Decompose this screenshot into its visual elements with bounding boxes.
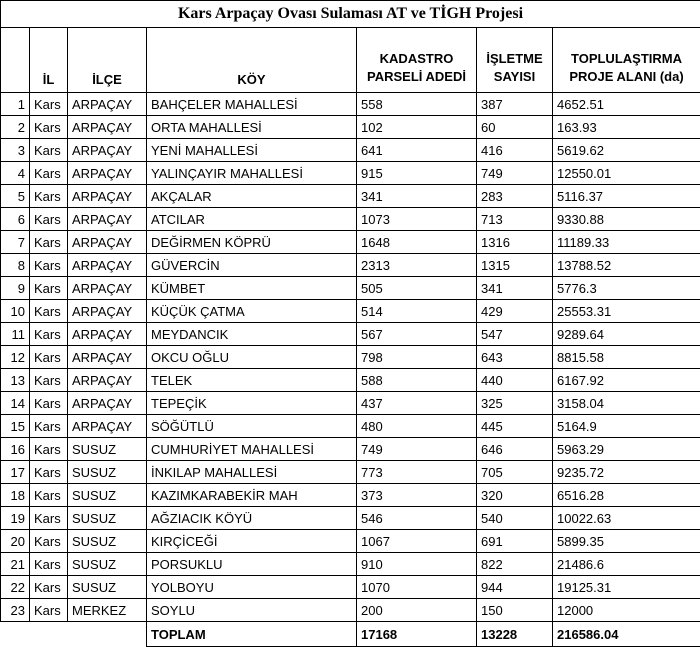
cell-no: 15 [1,415,30,438]
cell-no: 19 [1,507,30,530]
cell-no: 1 [1,93,30,116]
cell-ilce: SUSUZ [68,530,147,553]
header-koy: KÖY [147,28,357,93]
cell-koy: BAHÇELER MAHALLESİ [147,93,357,116]
cell-ilce: ARPAÇAY [68,392,147,415]
table-row [1,323,700,346]
cell-ilce: ARPAÇAY [68,185,147,208]
cell-kadastro: 102 [357,116,477,139]
cell-ilce: ARPAÇAY [68,346,147,369]
cell-alan: 10022.63 [553,507,700,530]
cell-koy: GÜVERCİN [147,254,357,277]
table-row [1,461,700,484]
cell-isletme: 1316 [477,231,553,254]
cell-alan: 21486.6 [553,553,700,576]
cell-no: 2 [1,116,30,139]
table-row [1,185,700,208]
cell-il: Kars [30,553,68,576]
cell-il: Kars [30,438,68,461]
cell-ilce: ARPAÇAY [68,323,147,346]
cell-isletme: 320 [477,484,553,507]
cell-kadastro: 480 [357,415,477,438]
cell-ilce: SUSUZ [68,576,147,599]
cell-kadastro: 514 [357,300,477,323]
cell-kadastro: 341 [357,185,477,208]
cell-no: 9 [1,277,30,300]
table-row [1,231,700,254]
table-row [1,93,700,116]
cell-isletme: 416 [477,139,553,162]
cell-il: Kars [30,346,68,369]
cell-alan: 5899.35 [553,530,700,553]
cell-ilce: SUSUZ [68,461,147,484]
cell-alan: 163.93 [553,116,700,139]
table-row [1,576,700,599]
table-row [1,553,700,576]
cell-koy: ORTA MAHALLESİ [147,116,357,139]
cell-il: Kars [30,576,68,599]
cell-ilce: SUSUZ [68,507,147,530]
cell-kadastro: 1648 [357,231,477,254]
cell-kadastro: 505 [357,277,477,300]
cell-koy: ATCILAR [147,208,357,231]
cell-ilce: ARPAÇAY [68,139,147,162]
cell-kadastro: 910 [357,553,477,576]
cell-il: Kars [30,599,68,622]
header-alan: TOPLULAŞTIRMA PROJE ALANI (da) [553,28,700,93]
cell-no: 21 [1,553,30,576]
cell-kadastro: 200 [357,599,477,622]
table-row [1,254,700,277]
cell-alan: 9289.64 [553,323,700,346]
total-blank [1,622,30,647]
cell-no: 10 [1,300,30,323]
cell-ilce: ARPAÇAY [68,116,147,139]
cell-kadastro: 2313 [357,254,477,277]
cell-isletme: 944 [477,576,553,599]
header-isletme: İŞLETME SAYISI [477,28,553,93]
cell-kadastro: 588 [357,369,477,392]
cell-no: 16 [1,438,30,461]
cell-il: Kars [30,208,68,231]
cell-il: Kars [30,162,68,185]
cell-il: Kars [30,139,68,162]
cell-isletme: 150 [477,599,553,622]
cell-alan: 12000 [553,599,700,622]
cell-ilce: SUSUZ [68,484,147,507]
table-row [1,438,700,461]
cell-no: 20 [1,530,30,553]
cell-il: Kars [30,507,68,530]
cell-ilce: ARPAÇAY [68,162,147,185]
cell-koy: YALINÇAYIR MAHALLESİ [147,162,357,185]
cell-kadastro: 567 [357,323,477,346]
cell-no: 17 [1,461,30,484]
cell-isletme: 341 [477,277,553,300]
cell-kadastro: 437 [357,392,477,415]
total-kadastro: 17168 [357,622,477,647]
cell-koy: TEPEÇİK [147,392,357,415]
cell-ilce: SUSUZ [68,438,147,461]
cell-ilce: SUSUZ [68,553,147,576]
table-row [1,415,700,438]
table-row [1,369,700,392]
table-row [1,116,700,139]
cell-alan: 12550.01 [553,162,700,185]
cell-ilce: ARPAÇAY [68,231,147,254]
cell-alan: 5963.29 [553,438,700,461]
total-label: TOPLAM [147,622,357,647]
cell-koy: OKCU OĞLU [147,346,357,369]
cell-isletme: 691 [477,530,553,553]
cell-koy: AĞZIACIK KÖYÜ [147,507,357,530]
table-row [1,392,700,415]
cell-isletme: 643 [477,346,553,369]
header-kadastro: KADASTRO PARSELİ ADEDİ [357,28,477,93]
cell-il: Kars [30,323,68,346]
cell-no: 5 [1,185,30,208]
cell-alan: 11189.33 [553,231,700,254]
cell-il: Kars [30,415,68,438]
cell-il: Kars [30,185,68,208]
table-row [1,484,700,507]
cell-ilce: ARPAÇAY [68,208,147,231]
cell-isletme: 440 [477,369,553,392]
cell-ilce: ARPAÇAY [68,369,147,392]
cell-isletme: 429 [477,300,553,323]
cell-no: 23 [1,599,30,622]
cell-koy: İNKILAP MAHALLESİ [147,461,357,484]
cell-kadastro: 1070 [357,576,477,599]
cell-isletme: 283 [477,185,553,208]
cell-kadastro: 773 [357,461,477,484]
cell-kadastro: 373 [357,484,477,507]
cell-koy: SOYLU [147,599,357,622]
cell-no: 4 [1,162,30,185]
cell-ilce: ARPAÇAY [68,93,147,116]
cell-alan: 6167.92 [553,369,700,392]
cell-kadastro: 1073 [357,208,477,231]
cell-no: 12 [1,346,30,369]
cell-alan: 4652.51 [553,93,700,116]
total-isletme: 13228 [477,622,553,647]
cell-il: Kars [30,116,68,139]
cell-isletme: 713 [477,208,553,231]
header-il: İL [30,28,68,93]
cell-isletme: 547 [477,323,553,346]
table-row [1,139,700,162]
total-blank [30,622,68,647]
cell-koy: SÖĞÜTLÜ [147,415,357,438]
cell-ilce: MERKEZ [68,599,147,622]
cell-kadastro: 749 [357,438,477,461]
cell-il: Kars [30,300,68,323]
cell-koy: DEĞİRMEN KÖPRÜ [147,231,357,254]
cell-no: 11 [1,323,30,346]
cell-no: 14 [1,392,30,415]
table-title: Kars Arpaçay Ovası Sulaması AT ve TİGH Projesi [1,1,700,28]
cell-isletme: 749 [477,162,553,185]
cell-isletme: 705 [477,461,553,484]
cell-no: 22 [1,576,30,599]
cell-kadastro: 558 [357,93,477,116]
cell-koy: YOLBOYU [147,576,357,599]
table-row [1,208,700,231]
cell-alan: 13788.52 [553,254,700,277]
cell-alan: 5776.3 [553,277,700,300]
cell-koy: KIRÇİCEĞİ [147,530,357,553]
cell-alan: 9330.88 [553,208,700,231]
table-row [1,346,700,369]
cell-koy: KÜÇÜK ÇATMA [147,300,357,323]
cell-koy: PORSUKLU [147,553,357,576]
cell-il: Kars [30,369,68,392]
cell-il: Kars [30,461,68,484]
cell-koy: TELEK [147,369,357,392]
cell-ilce: ARPAÇAY [68,300,147,323]
cell-isletme: 822 [477,553,553,576]
total-row [1,622,700,647]
cell-isletme: 445 [477,415,553,438]
cell-il: Kars [30,392,68,415]
cell-isletme: 540 [477,507,553,530]
cell-il: Kars [30,93,68,116]
cell-kadastro: 546 [357,507,477,530]
cell-alan: 3158.04 [553,392,700,415]
cell-isletme: 1315 [477,254,553,277]
table-row [1,530,700,553]
cell-isletme: 60 [477,116,553,139]
cell-kadastro: 798 [357,346,477,369]
cell-koy: AKÇALAR [147,185,357,208]
header-no [1,28,30,93]
total-blank [68,622,147,647]
cell-alan: 5164.9 [553,415,700,438]
cell-koy: YENİ MAHALLESİ [147,139,357,162]
cell-koy: KÜMBET [147,277,357,300]
cell-ilce: ARPAÇAY [68,415,147,438]
table-row [1,300,700,323]
cell-kadastro: 915 [357,162,477,185]
cell-il: Kars [30,254,68,277]
cell-koy: MEYDANCIK [147,323,357,346]
cell-isletme: 646 [477,438,553,461]
cell-il: Kars [30,231,68,254]
cell-il: Kars [30,530,68,553]
cell-isletme: 387 [477,93,553,116]
table-row [1,507,700,530]
cell-il: Kars [30,484,68,507]
cell-no: 8 [1,254,30,277]
cell-ilce: ARPAÇAY [68,277,147,300]
cell-no: 18 [1,484,30,507]
table-row [1,162,700,185]
table-row [1,599,700,622]
cell-il: Kars [30,277,68,300]
cell-alan: 9235.72 [553,461,700,484]
cell-alan: 19125.31 [553,576,700,599]
header-ilce: İLÇE [68,28,147,93]
total-alan: 216586.04 [553,622,700,647]
cell-alan: 25553.31 [553,300,700,323]
cell-alan: 6516.28 [553,484,700,507]
cell-alan: 5116.37 [553,185,700,208]
cell-no: 7 [1,231,30,254]
cell-alan: 5619.62 [553,139,700,162]
cell-ilce: ARPAÇAY [68,254,147,277]
table-row [1,277,700,300]
header-row [1,28,700,93]
cell-isletme: 325 [477,392,553,415]
cell-koy: CUMHURİYET MAHALLESİ [147,438,357,461]
cell-alan: 8815.58 [553,346,700,369]
cell-kadastro: 1067 [357,530,477,553]
cell-no: 6 [1,208,30,231]
cell-koy: KAZIMKARABEKİR MAH [147,484,357,507]
cell-no: 13 [1,369,30,392]
cell-kadastro: 641 [357,139,477,162]
cell-no: 3 [1,139,30,162]
